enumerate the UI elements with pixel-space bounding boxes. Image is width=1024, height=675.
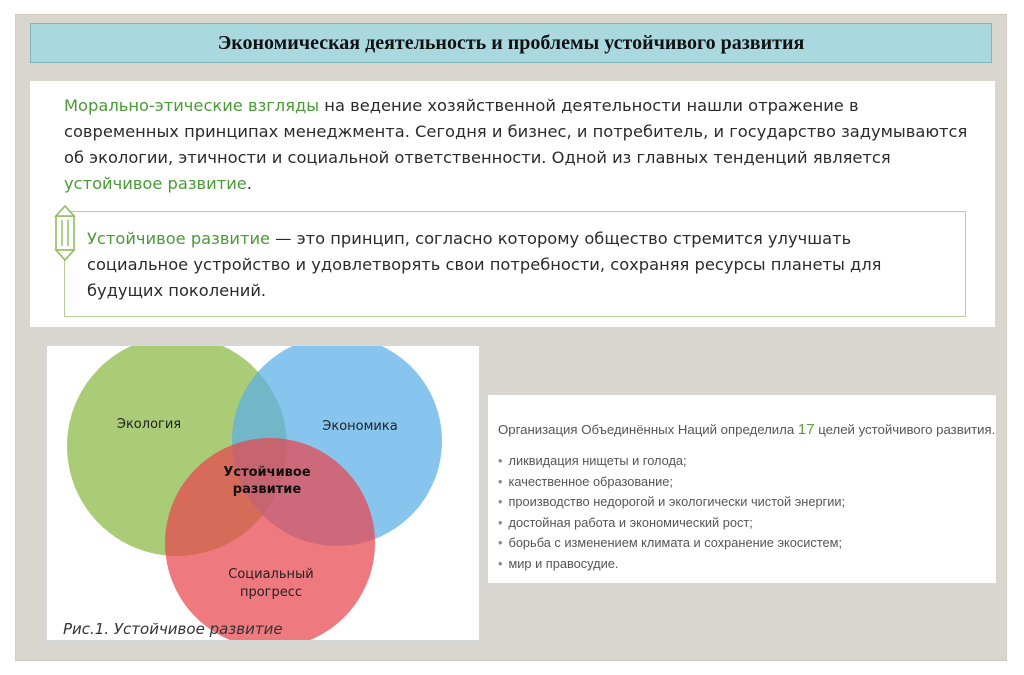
- goals-heading-text: Организация Объединённых Наций определила: [498, 422, 798, 437]
- slide: [15, 14, 1007, 661]
- definition-term: Устойчивое развитие: [87, 229, 271, 248]
- definition-box: [64, 211, 966, 317]
- venn-label-ecology: Экология: [116, 417, 182, 432]
- goals-panel: [488, 395, 996, 583]
- slide-title: Экономическая деятельность и проблемы устойчивого развития: [30, 23, 992, 63]
- goals-heading: [498, 421, 995, 438]
- venn-label-economy: Экономика: [322, 419, 398, 434]
- goal-item: • мир и правосудие.: [498, 554, 845, 575]
- pencil-icon: [52, 204, 78, 262]
- venn-label-social-2: прогресс: [239, 585, 303, 600]
- figure-caption: Рис.1. Устойчивое развитие: [63, 620, 283, 638]
- goal-item: • производство недорогой и экологически чистой энергии;: [498, 492, 845, 513]
- intro-text: на ведение хозяйственной деятельности нашли отражение в современных принципах менеджмента. Сегодня и бизнес, и потребитель, и государство задумываются об экологии, этичности и социальной ответственности. Одной из главных тенденций является: [64, 96, 968, 167]
- intro-paragraph: [64, 93, 974, 197]
- goals-list: [498, 451, 845, 574]
- intro-highlight-2: устойчивое развитие: [64, 174, 247, 193]
- goals-heading-end: целей устойчивого развития.: [814, 422, 996, 437]
- text-panel: [30, 81, 995, 327]
- definition-body: — это принцип, согласно которому общество стремится улучшать социальное устройство и удовлетворять свои потребности, сохраняя ресурсы планеты для будущих поколений.: [87, 229, 882, 300]
- goal-item: • борьба с изменением климата и сохранение экосистем;: [498, 533, 845, 554]
- goals-count: 17: [797, 421, 815, 438]
- goal-item: • ликвидация нищеты и голода;: [498, 451, 845, 472]
- intro-highlight: Морально-этические взгляды: [64, 96, 320, 115]
- venn-figure: [44, 343, 482, 643]
- goal-item: • достойная работа и экономический рост;: [498, 513, 845, 534]
- intro-text-end: .: [246, 174, 252, 193]
- venn-center-2: развитие: [232, 482, 302, 497]
- venn-label-social-1: Социальный: [228, 567, 314, 582]
- venn-center-1: Устойчивое: [223, 465, 311, 480]
- venn-diagram: [47, 346, 479, 640]
- definition-text: [87, 226, 957, 304]
- goal-item: • качественное образование;: [498, 472, 845, 493]
